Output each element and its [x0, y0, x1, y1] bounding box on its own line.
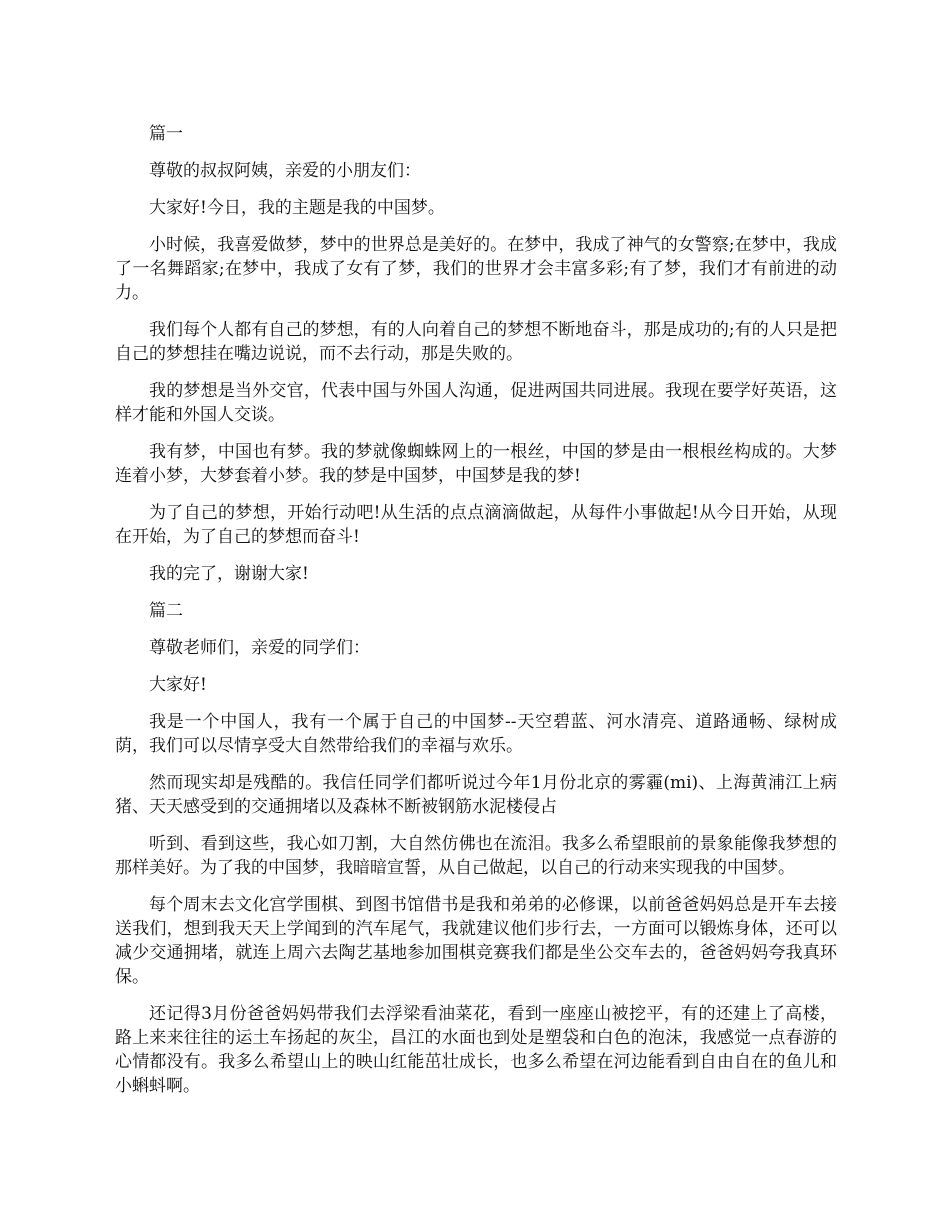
body-paragraph: 还记得3月份爸爸妈妈带我们去浮梁看油菜花，看到一座座山被挖平，有的还建上了高楼，路上来来往往的运土车扬起的灰尘，昌江的水面也到处是塑袋和白色的泡沫，我感觉一点春游的心情都没有。我多么希望山上的映山红能茁壮成长，也多么希望在河边能看到自由自在的鱼儿和小蝌蚪啊。 — [115, 1004, 837, 1096]
body-paragraph: 我的梦想是当外交官，代表中国与外国人沟通，促进两国共同进展。我现在要学好英语，这样才能和外国人交谈。 — [115, 381, 837, 425]
section-heading: 篇一 — [149, 124, 183, 144]
body-paragraph: 每个周末去文化宫学围棋、到图书馆借书是我和弟弟的必修课，以前爸爸妈妈总是开车去接送我们，想到我天天上学闻到的汽车尾气，我就建议他们步行去，一方面可以锻炼身体，还可以减少交通拥堵，就连上周六去陶艺基地参加围棋竞赛我们都是坐公交车去的，爸爸妈妈夸我真环保。 — [115, 895, 837, 987]
document-page — [115, 122, 837, 1111]
greeting: 大家好!今日，我的主题是我的中国梦。 — [149, 198, 445, 218]
section-heading: 篇二 — [149, 601, 183, 621]
greeting: 大家好! — [149, 675, 207, 695]
body-paragraph: 我是一个中国人，我有一个属于自己的中国梦--天空碧蓝、河水清亮、道路通畅、绿树成荫，我们可以尽情享受大自然带给我们的幸福与欢乐。 — [115, 712, 837, 756]
body-paragraph: 我有梦，中国也有梦。我的梦就像蜘蛛网上的一根丝，中国的梦是由一根根丝构成的。大梦连着小梦，大梦套着小梦。我的梦是中国梦，中国梦是我的梦! — [115, 442, 837, 486]
body-paragraph: 我们每个人都有自己的梦想，有的人向着自己的梦想不断地奋斗，那是成功的;有的人只是把自己的梦想挂在嘴边说说，而不去行动，那是失败的。 — [115, 320, 837, 364]
body-paragraph: 听到、看到这些，我心如刀割，大自然仿佛也在流泪。我多么希望眼前的景象能像我梦想的那样美好。为了我的中国梦，我暗暗宣誓，从自己做起，以自己的行动来实现我的中国梦。 — [115, 834, 837, 878]
closing: 我的完了，谢谢大家! — [149, 564, 309, 584]
body-paragraph: 小时候，我喜爱做梦，梦中的世界总是美好的。在梦中，我成了神气的女警察;在梦中，我成了一名舞蹈家;在梦中，我成了女有了梦，我们的世界才会丰富多彩;有了梦，我们才有前进的动力。 — [115, 235, 837, 303]
body-paragraph: 然而现实却是残酷的。我信任同学们都听说过今年1月份北京的雾霾(mi)、上海黄浦江上病猪、天天感受到的交通拥堵以及森林不断被钢筋水泥楼侵占 — [115, 773, 837, 817]
body-paragraph: 为了自己的梦想，开始行动吧!从生活的点点滴滴做起，从每件小事做起!从今日开始，从现在开始，为了自己的梦想而奋斗! — [115, 503, 837, 547]
salutation: 尊敬老师们，亲爱的同学们： — [149, 638, 370, 658]
salutation: 尊敬的叔叔阿姨，亲爱的小朋友们： — [149, 161, 421, 181]
